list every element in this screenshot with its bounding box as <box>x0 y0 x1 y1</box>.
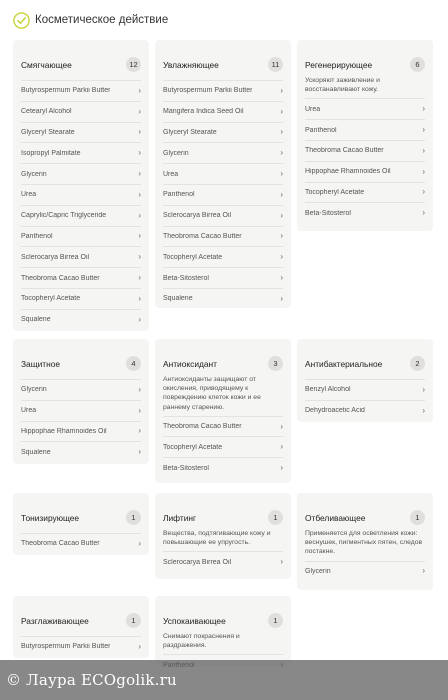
card-header <box>21 49 141 80</box>
chevron-right-icon: › <box>422 104 425 114</box>
ingredient-label: Sclerocarya Birrea Oil <box>163 212 232 220</box>
ingredient-link[interactable] <box>21 309 141 330</box>
section-header <box>13 11 168 29</box>
chevron-right-icon: › <box>280 127 283 137</box>
card-title: Тонизирующее <box>21 512 80 523</box>
effect-card <box>13 40 149 331</box>
ingredient-link[interactable] <box>21 122 141 143</box>
ingredient-label: Hippophae Rhamnoides Oil <box>305 168 391 176</box>
ingredient-link[interactable] <box>21 421 141 442</box>
chevron-right-icon: › <box>280 189 283 199</box>
ingredient-link[interactable] <box>21 226 141 247</box>
count-badge: 4 <box>126 356 141 371</box>
chevron-right-icon: › <box>138 127 141 137</box>
card-title: Лифтинг <box>163 512 197 523</box>
chevron-right-icon: › <box>280 273 283 283</box>
chevron-right-icon: › <box>138 405 141 415</box>
effect-card <box>297 493 433 590</box>
card-title: Смягчающее <box>21 59 72 70</box>
effect-card <box>155 493 291 579</box>
ingredient-label: Theobroma Cacao Butter <box>163 232 242 240</box>
chevron-right-icon: › <box>280 463 283 473</box>
ingredient-link[interactable] <box>163 226 283 247</box>
ingredient-label: Glycerin <box>163 149 189 157</box>
ingredient-link[interactable] <box>305 379 425 400</box>
ingredient-link[interactable] <box>163 246 283 267</box>
chevron-right-icon: › <box>280 231 283 241</box>
ingredient-label: Mangifera Indica Seed Oil <box>163 108 244 116</box>
ingredient-label: Urea <box>21 191 37 199</box>
ingredient-label: Urea <box>305 105 321 113</box>
ingredient-link[interactable] <box>305 119 425 140</box>
card-title: Защитное <box>21 358 61 369</box>
ingredient-link[interactable] <box>163 205 283 226</box>
chevron-right-icon: › <box>280 148 283 158</box>
ingredient-label: Panthenol <box>163 191 195 199</box>
count-badge: 6 <box>410 57 425 72</box>
card-title: Отбеливающее <box>305 512 366 523</box>
ingredient-label: Beta-Sitosterol <box>163 464 209 472</box>
effect-card <box>155 40 291 308</box>
ingredient-label: Dehydroacetic Acid <box>305 407 365 415</box>
chevron-right-icon: › <box>422 566 425 576</box>
ingredient-link[interactable] <box>305 140 425 161</box>
ingredient-link[interactable] <box>163 184 283 205</box>
ingredient-label: Caprylic/Capric Triglyceride <box>21 212 107 220</box>
ingredient-label: Butyrospermum Parkii Butter <box>21 87 111 95</box>
ingredient-label: Tocopheryl Acetate <box>163 253 223 261</box>
ingredient-link[interactable] <box>305 561 425 582</box>
card-header <box>21 605 141 636</box>
chevron-right-icon: › <box>138 231 141 241</box>
ingredient-link[interactable] <box>163 457 283 478</box>
count-badge: 1 <box>268 510 283 525</box>
card-header <box>305 348 425 379</box>
ingredient-link[interactable] <box>305 400 425 421</box>
ingredient-link[interactable] <box>163 436 283 457</box>
ingredient-label: Isopropyl Palmitate <box>21 149 81 157</box>
watermark-text: © Лаура ECOgolik.ru <box>6 671 177 689</box>
ingredient-label: Sclerocarya Birrea Oil <box>163 558 232 566</box>
ingredient-label: Squalene <box>21 316 51 324</box>
section-title: Косметическое действие <box>35 14 169 26</box>
count-badge: 1 <box>268 613 283 628</box>
count-badge: 3 <box>268 356 283 371</box>
chevron-right-icon: › <box>422 145 425 155</box>
ingredient-label: Theobroma Cacao Butter <box>21 274 100 282</box>
chevron-right-icon: › <box>138 447 141 457</box>
chevron-right-icon: › <box>138 293 141 303</box>
chevron-right-icon: › <box>138 148 141 158</box>
card-title: Успокаивающее <box>163 615 226 626</box>
card-description: Антиоксиданты защищают от окисления, приводящему к повреждению клеток кожи и ее раннему старению. <box>163 376 261 411</box>
ingredient-label: Hippophae Rhamnoides Oil <box>21 427 107 435</box>
count-badge: 12 <box>126 57 141 72</box>
chevron-right-icon: › <box>280 85 283 95</box>
ingredient-link[interactable] <box>21 101 141 122</box>
chevron-right-icon: › <box>138 189 141 199</box>
ingredient-link[interactable] <box>21 400 141 421</box>
ingredient-label: Squalene <box>21 448 51 456</box>
card-description: Вещества, подтягивающие кожу и повышающие ее упругость. <box>163 530 271 547</box>
chevron-right-icon: › <box>280 557 283 567</box>
ingredient-link[interactable] <box>305 98 425 119</box>
count-badge: 11 <box>268 57 283 72</box>
ingredient-label: Squalene <box>163 295 193 303</box>
ingredient-label: Benzyl Alcohol <box>305 386 351 394</box>
card-header <box>21 348 141 379</box>
card-title: Увлажняющее <box>163 59 219 70</box>
chevron-right-icon: › <box>422 125 425 135</box>
ingredient-link[interactable] <box>163 267 283 288</box>
chevron-right-icon: › <box>138 426 141 436</box>
ingredient-label: Panthenol <box>21 232 53 240</box>
chevron-right-icon: › <box>422 208 425 218</box>
ingredient-label: Glycerin <box>21 386 47 394</box>
ingredient-label: Butyrospermum Parkii Butter <box>163 87 253 95</box>
chevron-right-icon: › <box>280 421 283 431</box>
ingredient-label: Theobroma Cacao Butter <box>163 423 242 431</box>
card-header <box>163 49 283 80</box>
chevron-right-icon: › <box>138 641 141 651</box>
ingredient-label: Tocopheryl Acetate <box>305 188 365 196</box>
ingredient-link[interactable] <box>21 163 141 184</box>
ingredient-link[interactable] <box>21 184 141 205</box>
ingredient-label: Glyceryl Stearate <box>163 128 217 136</box>
chevron-right-icon: › <box>280 442 283 452</box>
chevron-right-icon: › <box>138 273 141 283</box>
ingredient-link[interactable] <box>163 101 283 122</box>
ingredient-link[interactable] <box>163 163 283 184</box>
chevron-right-icon: › <box>138 169 141 179</box>
ingredient-label: Urea <box>21 407 37 415</box>
chevron-right-icon: › <box>422 187 425 197</box>
ingredient-link[interactable] <box>163 142 283 163</box>
ingredient-link[interactable] <box>163 80 283 101</box>
ingredient-link[interactable] <box>163 288 283 309</box>
ingredient-label: Theobroma Cacao Butter <box>305 147 384 155</box>
card-description: Применяется для осветления кожи: веснушек, пигментных пятен, следов постакне. <box>305 530 423 556</box>
ingredient-label: Glycerin <box>21 170 47 178</box>
ingredient-label: Glycerin <box>305 567 331 575</box>
effect-card <box>13 339 149 464</box>
ingredient-label: Butyrospermum Parkii Butter <box>21 643 111 651</box>
ingredient-label: Beta-Sitosterol <box>305 209 351 217</box>
card-description: Ускоряют заживление и восстанавливают кожу. <box>305 77 380 94</box>
ingredient-link[interactable] <box>21 246 141 267</box>
card-title: Антибактериальное <box>305 358 383 369</box>
chevron-right-icon: › <box>138 85 141 95</box>
ingredient-link[interactable] <box>21 533 141 554</box>
effect-card <box>13 596 149 658</box>
card-description: Снимают покраснения и раздражения. <box>163 633 240 650</box>
count-badge: 1 <box>126 510 141 525</box>
ingredient-link[interactable] <box>21 205 141 226</box>
ingredient-link[interactable] <box>21 636 141 657</box>
chevron-right-icon: › <box>138 384 141 394</box>
count-badge: 2 <box>410 356 425 371</box>
effect-card <box>13 493 149 555</box>
ingredient-label: Panthenol <box>305 126 337 134</box>
ingredient-label: Glyceryl Stearate <box>21 128 75 136</box>
check-circle-icon <box>13 12 30 29</box>
ingredient-link[interactable] <box>21 142 141 163</box>
effect-card <box>297 339 433 422</box>
ingredient-label: Tocopheryl Acetate <box>163 443 223 451</box>
chevron-right-icon: › <box>422 166 425 176</box>
ingredient-link[interactable] <box>305 202 425 223</box>
chevron-right-icon: › <box>138 210 141 220</box>
ingredient-label: Tocopheryl Acetate <box>21 295 81 303</box>
chevron-right-icon: › <box>138 314 141 324</box>
effect-card <box>155 339 291 483</box>
ingredient-link[interactable] <box>163 551 283 572</box>
chevron-right-icon: › <box>280 293 283 303</box>
ingredient-label: Cetearyl Alcohol <box>21 108 72 116</box>
ingredient-label: Theobroma Cacao Butter <box>21 540 100 548</box>
chevron-right-icon: › <box>280 106 283 116</box>
ingredient-link[interactable] <box>21 441 141 462</box>
card-title: Антиоксидант <box>163 358 218 369</box>
ingredient-label: Urea <box>163 170 179 178</box>
ingredient-link[interactable] <box>163 416 283 437</box>
chevron-right-icon: › <box>138 252 141 262</box>
ingredient-label: Sclerocarya Birrea Oil <box>21 253 90 261</box>
effect-card <box>155 596 291 666</box>
ingredient-link[interactable] <box>21 267 141 288</box>
effect-card <box>297 40 433 231</box>
ingredient-label: Beta-Sitosterol <box>163 274 209 282</box>
card-header <box>21 502 141 533</box>
card-title: Регенерирующее <box>305 59 373 70</box>
ingredient-link[interactable] <box>305 161 425 182</box>
chevron-right-icon: › <box>138 538 141 548</box>
ingredient-link[interactable] <box>21 80 141 101</box>
watermark <box>0 660 448 700</box>
chevron-right-icon: › <box>138 106 141 116</box>
chevron-right-icon: › <box>280 210 283 220</box>
chevron-right-icon: › <box>422 405 425 415</box>
ingredient-link[interactable] <box>21 379 141 400</box>
card-title: Разглаживающее <box>21 615 89 626</box>
chevron-right-icon: › <box>280 252 283 262</box>
chevron-right-icon: › <box>422 384 425 394</box>
count-badge: 1 <box>126 613 141 628</box>
ingredient-link[interactable] <box>163 122 283 143</box>
ingredient-link[interactable] <box>21 288 141 309</box>
count-badge: 1 <box>410 510 425 525</box>
ingredient-link[interactable] <box>305 182 425 203</box>
chevron-right-icon: › <box>280 169 283 179</box>
